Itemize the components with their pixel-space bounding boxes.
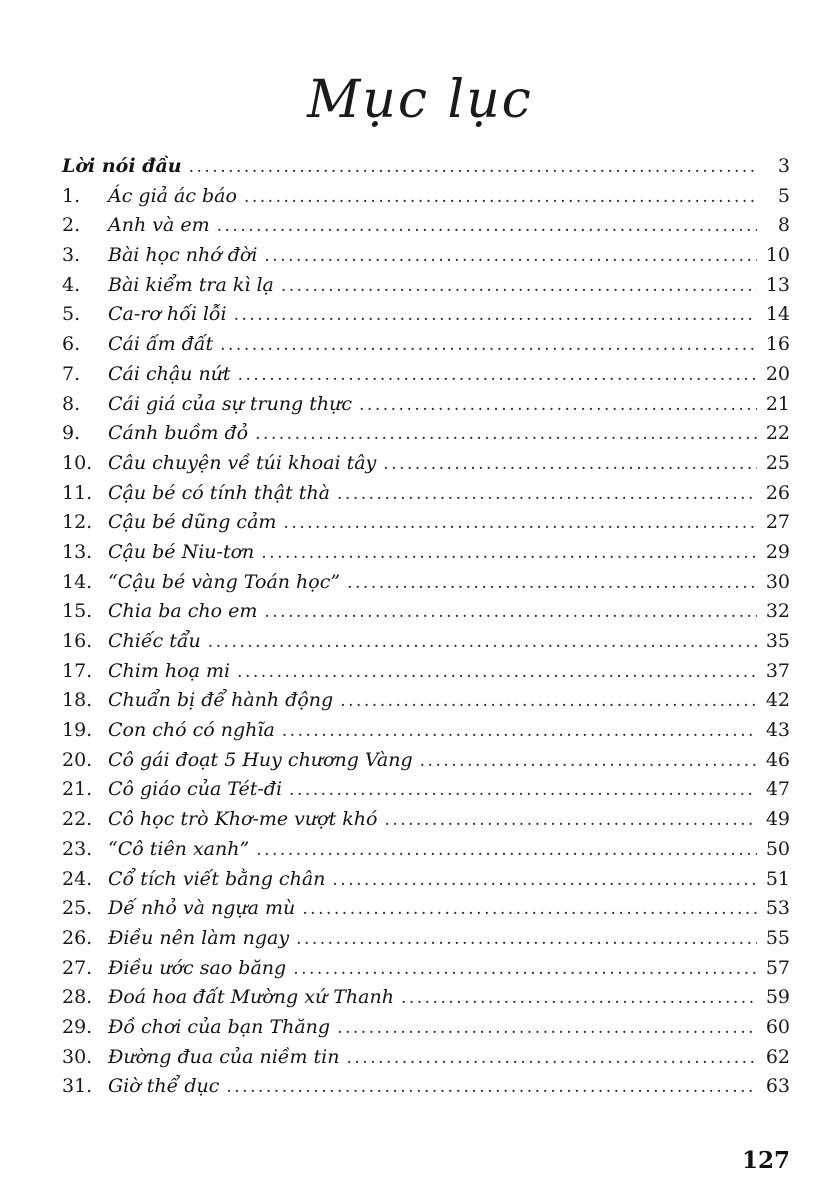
toc-entry-number: 29. <box>62 1015 93 1038</box>
dot-leader <box>289 775 757 806</box>
toc-entry-page: 55 <box>765 926 790 949</box>
toc-entry-title: Đường đua của niềm tin <box>108 1045 340 1068</box>
dot-leader <box>220 330 757 361</box>
toc-entry-row <box>62 716 790 746</box>
toc-entry-row <box>62 182 790 212</box>
toc-entry-number: 30. <box>62 1045 93 1068</box>
toc-entry-row <box>62 390 790 420</box>
toc-entry-page: 13 <box>765 273 790 296</box>
dot-leader <box>255 419 757 450</box>
toc-entry-title: Dế nhỏ và ngựa mù <box>108 897 296 920</box>
toc-entry-row <box>62 360 790 390</box>
toc-entry-title: Câu chuyện về túi khoai tây <box>108 451 377 474</box>
toc-entry-row <box>62 805 790 835</box>
toc-entry-page: 22 <box>765 422 790 445</box>
toc-entry-row <box>62 300 790 330</box>
dot-leader <box>189 152 757 183</box>
dot-leader <box>283 508 757 539</box>
toc-entry-page: 32 <box>765 600 790 623</box>
toc-entry-number: 12. <box>62 511 93 534</box>
toc-entry-title: Lời nói đầu <box>62 155 182 177</box>
toc-entry-title: Cậu bé Niu-tơn <box>108 540 255 563</box>
dot-leader <box>217 211 757 242</box>
toc-entry-title: Cậu bé dũng cảm <box>108 511 277 534</box>
page-title: Mục lục <box>307 70 533 130</box>
dot-leader <box>337 1013 757 1044</box>
toc-preface-row <box>62 152 790 182</box>
toc-entry-title: Điều ước sao băng <box>108 956 287 979</box>
toc-entry-number: 27. <box>62 956 93 979</box>
toc-entry-page: 29 <box>765 540 790 563</box>
toc-entry-number: 10. <box>62 451 93 474</box>
toc-entry-title: Cô giáo của Tét-đi <box>108 778 283 801</box>
dot-leader <box>346 1043 757 1074</box>
toc-entry-row <box>62 449 790 479</box>
toc-entry-title: Cái chậu nứt <box>108 362 231 385</box>
toc-entry-title: Con chó có nghĩa <box>108 719 275 742</box>
toc-entry-row <box>62 597 790 627</box>
toc-entry-row <box>62 241 790 271</box>
toc-entry-number: 17. <box>62 659 93 682</box>
toc-entry-row <box>62 894 790 924</box>
toc-entry-number: 13. <box>62 540 93 563</box>
dot-leader <box>238 360 757 391</box>
toc-entry-title: Cánh buồm đỏ <box>108 422 249 445</box>
toc-entry-title: Chuẩn bị để hành động <box>108 689 334 712</box>
toc-entry-number: 25. <box>62 897 93 920</box>
toc-entry-page: 25 <box>765 451 790 474</box>
toc-entry-page: 57 <box>765 956 790 979</box>
toc-entry-row <box>62 1072 790 1102</box>
toc-entry-page: 21 <box>765 392 790 415</box>
dot-leader <box>384 805 757 836</box>
toc-entry-page: 10 <box>765 244 790 267</box>
toc-entry-page: 63 <box>765 1075 790 1098</box>
dot-leader <box>401 983 757 1014</box>
dot-leader <box>420 746 757 777</box>
toc-entry-page: 53 <box>765 897 790 920</box>
toc-entry-number: 3. <box>62 244 81 267</box>
toc-entry-title: Cô học trò Khơ-me vượt khó <box>108 808 378 831</box>
toc-entry-page: 26 <box>765 481 790 504</box>
toc-entry-title: “Cậu bé vàng Toán học” <box>108 570 341 593</box>
toc-entry-title: Chim hoạ mi <box>108 659 231 682</box>
toc-entry-row <box>62 954 790 984</box>
toc-entry-number: 9. <box>62 422 81 445</box>
toc-entry-row <box>62 627 790 657</box>
toc-entry-row <box>62 508 790 538</box>
toc-entry-page: 20 <box>765 362 790 385</box>
toc-entry-title: Ác giả ác báo <box>108 184 237 207</box>
toc-entry-number: 21. <box>62 778 93 801</box>
toc-entry-title: Chiếc tẩu <box>108 630 201 652</box>
dot-leader <box>261 538 757 569</box>
toc-entry-title: Giờ thể dục <box>108 1075 220 1098</box>
toc-entry-row <box>62 271 790 301</box>
toc-entry-row <box>62 538 790 568</box>
toc-entry-title: Cổ tích viết bằng chân <box>108 867 326 890</box>
toc-entry-number: 4. <box>62 273 81 296</box>
toc-entry-number: 19. <box>62 719 93 742</box>
toc-entry-page: 59 <box>765 986 790 1009</box>
toc-entry-title: Cái ấm đất <box>108 333 214 356</box>
toc-entry-number: 14. <box>62 570 93 593</box>
toc-entry-number: 28. <box>62 986 93 1009</box>
toc-entry-number: 5. <box>62 303 81 326</box>
toc-entry-row <box>62 211 790 241</box>
toc-entry-row <box>62 924 790 954</box>
toc-entry-row <box>62 746 790 776</box>
toc-entry-number: 8. <box>62 392 81 415</box>
toc-entry-title: Bài kiểm tra kì lạ <box>108 273 274 296</box>
toc-entry-page: 47 <box>765 778 790 801</box>
toc-entry-page: 27 <box>765 511 790 534</box>
dot-leader <box>281 271 757 302</box>
toc-entry-title: Cô gái đoạt 5 Huy chương Vàng <box>108 748 413 771</box>
toc-entry-number: 15. <box>62 600 93 623</box>
dot-leader <box>264 597 757 628</box>
toc-entry-number: 20. <box>62 748 93 771</box>
dot-leader <box>302 894 757 925</box>
toc-list <box>0 130 840 1102</box>
toc-entry-page: 49 <box>765 808 790 831</box>
toc-entry-number: 18. <box>62 689 93 712</box>
toc-entry-row <box>62 983 790 1013</box>
toc-entry-number: 7. <box>62 362 81 385</box>
toc-entry-number: 16. <box>62 630 93 652</box>
toc-entry-row <box>62 1043 790 1073</box>
dot-leader <box>256 835 757 866</box>
toc-entry-page: 8 <box>777 214 790 237</box>
dot-leader <box>237 657 757 688</box>
dot-leader <box>359 390 757 421</box>
toc-entry-page: 3 <box>777 155 790 177</box>
toc-entry-number: 23. <box>62 837 93 860</box>
toc-entry-number: 2. <box>62 214 81 237</box>
toc-entry-page: 43 <box>765 719 790 742</box>
toc-entry-row <box>62 686 790 716</box>
toc-entry-page: 30 <box>765 570 790 593</box>
dot-leader <box>234 300 757 331</box>
toc-entry-page: 51 <box>765 867 790 890</box>
dot-leader <box>340 686 757 717</box>
toc-entry-number: 26. <box>62 926 93 949</box>
dot-leader <box>293 954 757 985</box>
toc-entry-title: Đồ chơi của bạn Thăng <box>108 1015 331 1038</box>
toc-entry-page: 35 <box>765 630 790 652</box>
toc-entry-page: 5 <box>777 184 790 207</box>
dot-leader <box>244 182 757 213</box>
toc-entry-number: 24. <box>62 867 93 890</box>
toc-entry-title: Bài học nhớ đời <box>108 244 258 267</box>
toc-entry-title: Chia ba cho em <box>108 600 258 623</box>
toc-entry-title: Cậu bé có tính thật thà <box>108 481 331 504</box>
toc-entry-title: Điều nên làm ngay <box>108 926 290 949</box>
dot-leader <box>226 1072 757 1103</box>
toc-entry-number: 11. <box>62 481 93 504</box>
toc-entry-row <box>62 775 790 805</box>
dot-leader <box>347 568 757 599</box>
dot-leader <box>332 865 757 896</box>
toc-entry-number: 1. <box>62 184 81 207</box>
toc-entry-row <box>62 419 790 449</box>
toc-entry-number: 31. <box>62 1075 93 1098</box>
toc-entry-title: Cái giá của sự trung thực <box>108 392 353 415</box>
toc-entry-row <box>62 865 790 895</box>
toc-entry-row <box>62 835 790 865</box>
toc-entry-row <box>62 657 790 687</box>
toc-entry-title: Đoá hoa đất Mường xứ Thanh <box>108 986 394 1009</box>
toc-entry-title: Anh và em <box>108 214 210 237</box>
page-number: 127 <box>741 1147 790 1174</box>
toc-entry-page: 50 <box>765 837 790 860</box>
toc-entry-page: 37 <box>765 659 790 682</box>
dot-leader <box>264 241 757 272</box>
toc-entry-row <box>62 1013 790 1043</box>
toc-entry-page: 62 <box>765 1045 790 1068</box>
toc-entry-row <box>62 568 790 598</box>
toc-entry-row <box>62 330 790 360</box>
dot-leader <box>337 479 757 510</box>
dot-leader <box>296 924 757 955</box>
toc-entry-page: 60 <box>765 1015 790 1038</box>
dot-leader <box>383 449 757 480</box>
toc-entry-title: Ca-rơ hối lỗi <box>108 303 227 326</box>
toc-entry-number: 22. <box>62 808 93 831</box>
toc-entry-page: 14 <box>765 303 790 326</box>
toc-entry-page: 16 <box>765 333 790 356</box>
toc-entry-page: 42 <box>765 689 790 712</box>
dot-leader <box>282 716 757 747</box>
dot-leader <box>208 627 757 658</box>
toc-entry-row <box>62 479 790 509</box>
toc-entry-page: 46 <box>765 748 790 771</box>
toc-entry-title: “Cô tiên xanh” <box>108 837 250 860</box>
toc-entry-number: 6. <box>62 333 81 356</box>
